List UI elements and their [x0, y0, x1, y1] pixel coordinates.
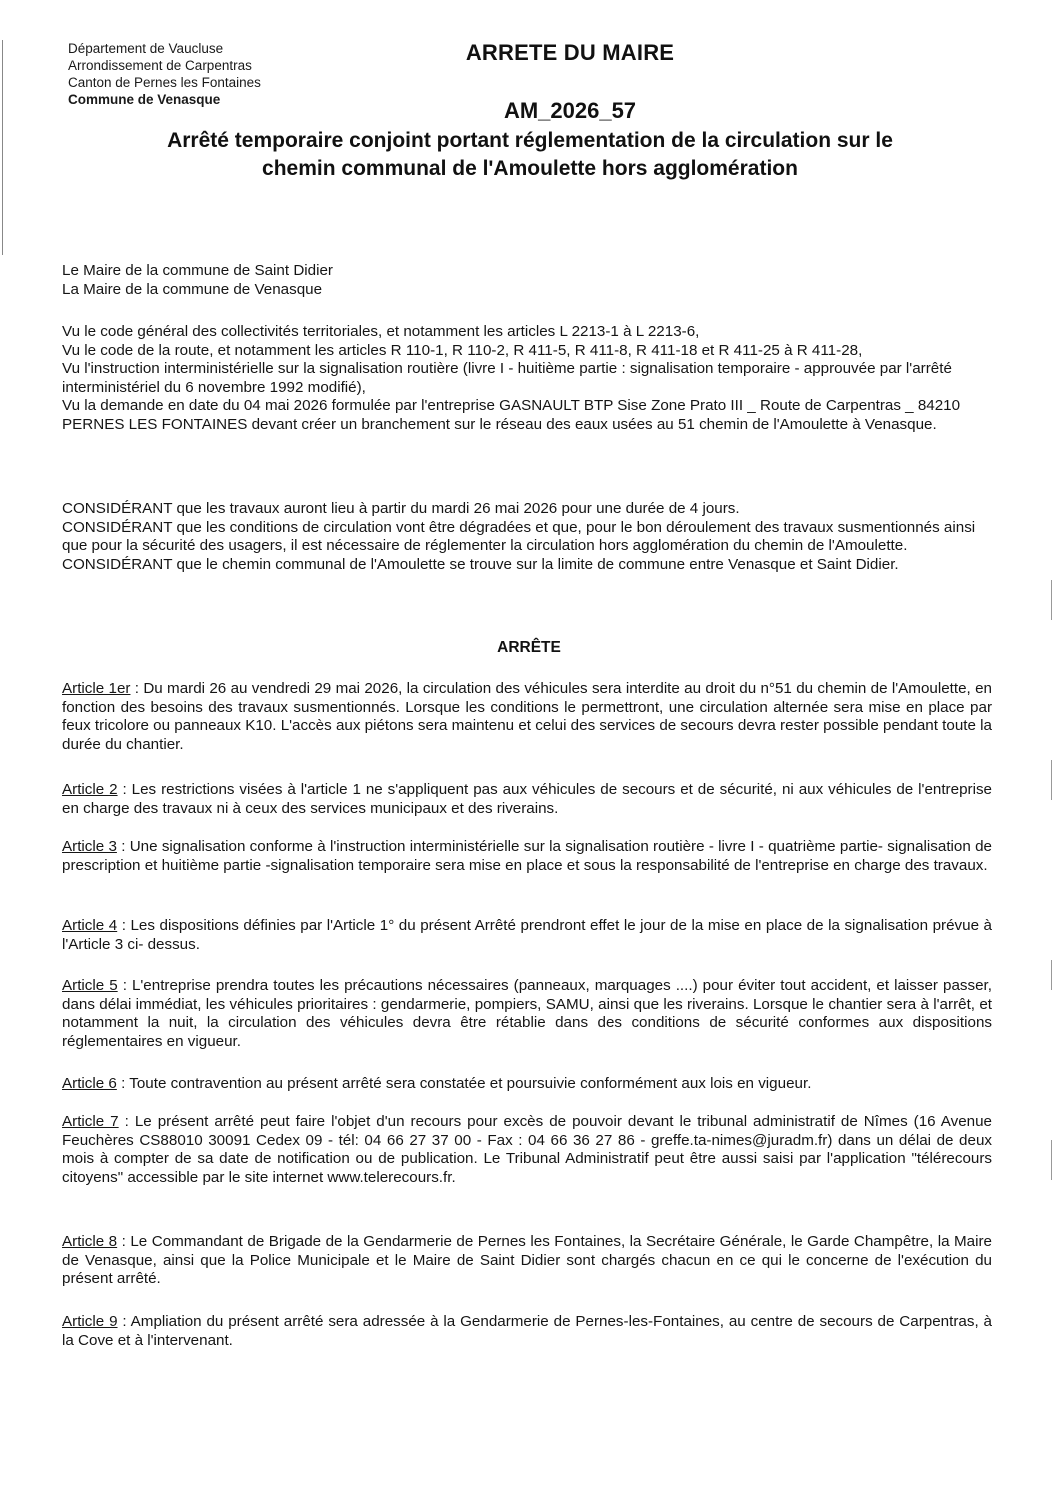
article-separator: : [117, 781, 132, 798]
arrete-heading: ARRÊTE [497, 639, 561, 656]
subject-line: chemin communal de l'Amoulette hors agglomération [262, 157, 798, 180]
department: Département de Vaucluse [68, 41, 224, 56]
commune: Commune de Venasque [68, 92, 221, 107]
article-6 [62, 1075, 992, 1094]
vu-line: Vu l'instruction interministérielle sur la signalisation routière (livre I - huitième partie : signalisation temporaire - approuvée par l'arrêté interministériel du 6 novembre 1992 modifié), [62, 360, 952, 396]
article-separator: : [116, 1075, 130, 1092]
article-separator: : [118, 1113, 135, 1130]
article-label: Article 2 [62, 781, 118, 798]
canton: Canton de Pernes les Fontaines [68, 75, 261, 90]
vu-line: Vu le code de la route, et notamment les articles R 110-1, R 110-2, R 411-5, R 411-8, R 411-18 et R 411-25 à R 411-28, [62, 341, 863, 359]
arrondissement: Arrondissement de Carpentras [68, 58, 252, 73]
article-label: Article 7 [62, 1113, 119, 1130]
article-text: Ampliation du présent arrêté sera adressée à la Gendarmerie de Pernes-les-Fontaines, au centre de secours de Carpentras, à la Cove et à l'intervenant. [62, 1313, 992, 1349]
article-separator: : [130, 680, 144, 697]
article-text: Le Commandant de Brigade de la Gendarmerie de Pernes les Fontaines, la Secrétaire Générale, le Garde Champêtre, la Maire de Venasque, ainsi que la Police Municipale et le Maire de Saint Didier sont chargés chacun en ce qui le concerne de l'exécution du présent arrêté. [62, 1233, 992, 1287]
considerants-block [62, 500, 992, 574]
document-subject [80, 127, 980, 183]
article-5 [62, 977, 992, 1051]
article-label: Article 8 [62, 1233, 118, 1250]
article-label: Article 3 [62, 838, 117, 855]
article-2 [62, 781, 992, 818]
article-separator: : [117, 1313, 131, 1330]
scan-edge-mark [1051, 1140, 1052, 1180]
article-text: Une signalisation conforme à l'instruction interministérielle sur la signalisation routière - livre I - quatrième partie- signalisation de prescription et huitième partie -signalisation temporaire sera mise en place et sous la responsabilité de l'entreprise en charge des travaux. [62, 838, 992, 874]
article-text: Les dispositions définies par l'Article 1° du présent Arrêté prendront effet le jour de la mise en place de la signalisation prévue à l'Article 3 ci- dessus. [62, 917, 992, 953]
article-label: Article 9 [62, 1313, 118, 1330]
article-label: Article 6 [62, 1075, 117, 1092]
article-separator: : [117, 917, 131, 934]
considerant-line: CONSIDÉRANT que les conditions de circulation vont être dégradées et que, pour le bon déroulement des travaux susmentionnés ainsi que pour la sécurité des usagers, il est nécessaire de réglementer la circulation hors agglomération du chemin de l'Amoulette. [62, 518, 976, 554]
document-title: ARRETE DU MAIRE [465, 40, 675, 65]
scan-edge-mark [2, 40, 3, 255]
article-text: L'entreprise prendra toutes les précautions nécessaires (panneaux, marquages ....) pour éviter tout accident, et laisser passer, dans délai immédiat, les véhicules prioritaires : gendarmerie, pompiers, SAMU, ainsi que les riverains. Lorsque le chantier sera à l'arrêt, et notamment la nuit, la circulation des véhicules devra être rétablie dans des conditions de sécurité conformes aux dispositions réglementaires en vigueur. [62, 977, 992, 1050]
mayor-line: La Maire de la commune de Venasque [62, 280, 323, 298]
article-label: Article 4 [62, 917, 118, 934]
considerant-line: CONSIDÉRANT que le chemin communal de l'Amoulette se trouve sur la limite de commune entre Venasque et Saint Didier. [62, 555, 899, 573]
article-1 [62, 680, 992, 754]
vu-line: Vu le code général des collectivités territoriales, et notamment les articles L 2213-1 à L 2213-6, [62, 323, 700, 340]
article-text: Du mardi 26 au vendredi 29 mai 2026, la circulation des véhicules sera interdite au droit du n°51 du chemin de l'Amoulette, en fonction des besoins des travaux susmentionnés. Lorsque les conditions le permettront, une circulation alternée sera mise en place par feux tricolore ou panneaux K10. L'accès aux piétons sera maintenu et celui des services de secours devra rester possible pendant toute la durée du chantier. [62, 680, 992, 753]
document-reference: AM_2026_57 [503, 98, 637, 123]
article-7 [62, 1113, 992, 1187]
mayor-line: Le Maire de la commune de Saint Didier [62, 262, 333, 279]
article-separator: : [117, 977, 132, 994]
article-separator: : [117, 1233, 131, 1250]
mayors-block [62, 262, 992, 299]
article-4 [62, 917, 992, 954]
article-3 [62, 838, 992, 875]
vus-block [62, 323, 992, 434]
article-separator: : [116, 838, 130, 855]
article-label: Article 1er [62, 680, 131, 697]
subject-line: Arrêté temporaire conjoint portant réglementation de la circulation sur le [167, 129, 893, 152]
article-label: Article 5 [62, 977, 118, 994]
administrative-header [68, 40, 261, 108]
article-8 [62, 1233, 992, 1289]
scan-edge-mark [1051, 580, 1052, 620]
vu-line: Vu la demande en date du 04 mai 2026 formulée par l'entreprise GASNAULT BTP Sise Zone Prato III _ Route de Carpentras _ 84210 PERNES LES FONTAINES devant créer un branchement sur le réseau des eaux usées au 51 chemin de l'Amoulette à Venasque. [62, 397, 961, 433]
scan-edge-mark [1051, 960, 1052, 990]
article-text: Les restrictions visées à l'article 1 ne s'appliquent pas aux véhicules de secours et de sécurité, ni aux véhicules de l'entreprise en charge des travaux ni à ceux des services municipaux et des riverains. [62, 781, 992, 817]
article-9 [62, 1313, 992, 1350]
considerant-line: CONSIDÉRANT que les travaux auront lieu à partir du mardi 26 mai 2026 pour une durée de 4 jours. [62, 500, 740, 517]
scan-edge-mark [1051, 760, 1052, 800]
article-text: Toute contravention au présent arrêté sera constatée et poursuivie conformément aux lois en vigueur. [129, 1075, 812, 1092]
article-text: Le présent arrêté peut faire l'objet d'un recours pour excès de pouvoir devant le tribunal administratif de Nîmes (16 Avenue Feuchères CS88010 30091 Cedex 09 - tél: 04 66 27 37 00 - Fax : 04 66 36 27 86 - greffe.ta-nimes@juradm.fr) dans un délai de deux mois à compter de sa date de notification ou de publication. Le Tribunal Administratif peut être aussi saisi par l'application "télérecours citoyens" accessible par le site internet www.telerecours.fr. [62, 1113, 992, 1186]
